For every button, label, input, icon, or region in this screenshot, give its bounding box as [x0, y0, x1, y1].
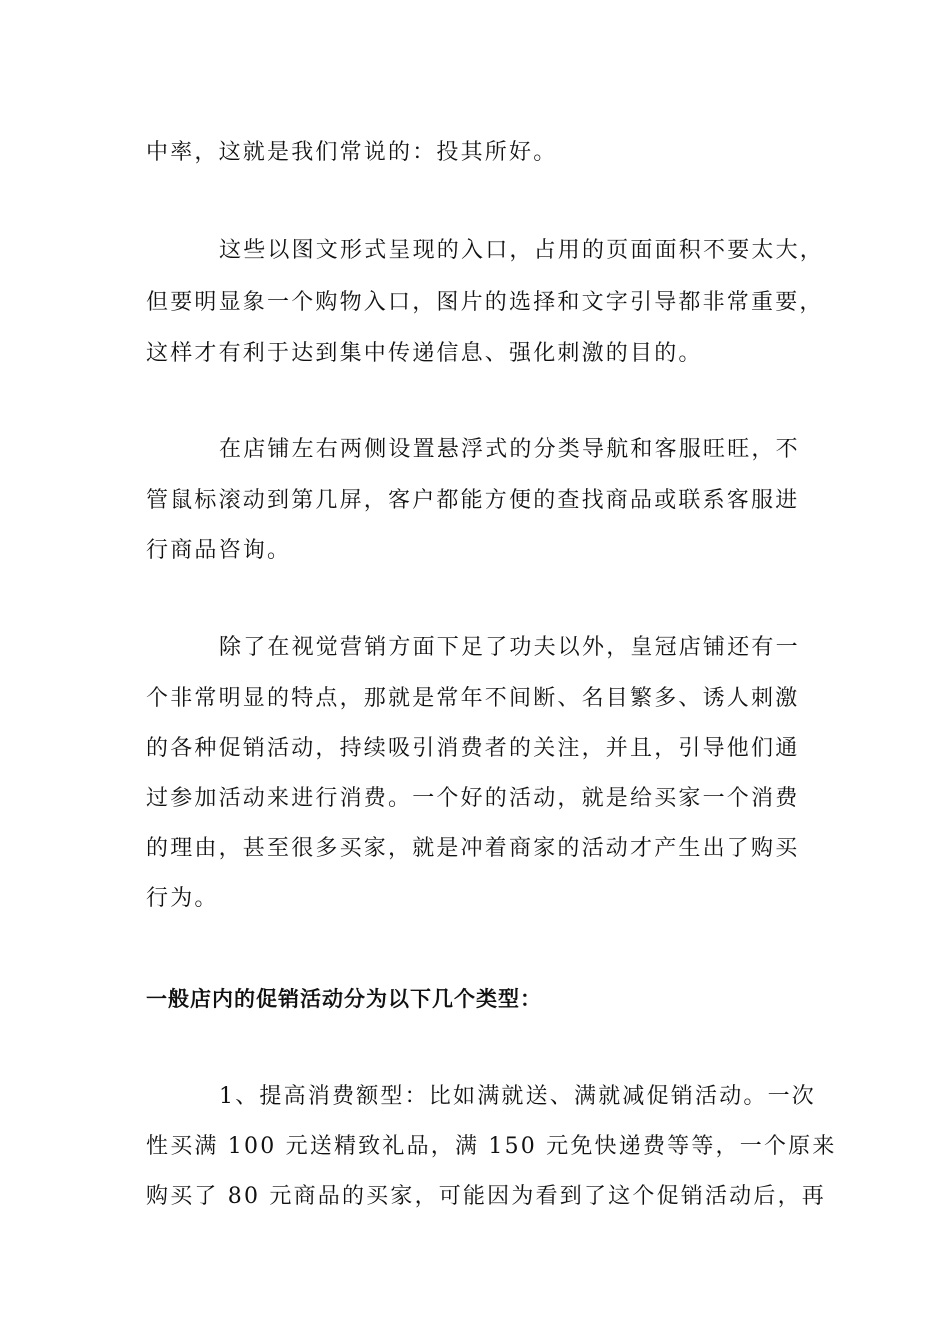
text-line: 在店铺左右两侧设置悬浮式的分类导航和客服旺旺，不: [219, 437, 800, 462]
text-line: 行商品咨询。: [146, 538, 292, 563]
text-line: 这样才有利于达到集中传递信息、强化刺激的目的。: [146, 341, 703, 366]
text-line: 管鼠标滚动到第几屏，客户都能方便的查找商品或联系客服进: [146, 488, 800, 513]
section-heading: 一般店内的促销活动分为以下几个类型：: [146, 987, 542, 1011]
text-line: 购买了 80 元商品的买家，可能因为看到了这个促销活动后，再: [146, 1184, 826, 1209]
text-line: 过参加活动来进行消费。一个好的活动，就是给买家一个消费: [146, 786, 800, 811]
text-line: 个非常明显的特点，那就是常年不间断、名目繁多、诱人刺激: [146, 686, 800, 711]
text-line: 的各种促销活动，持续吸引消费者的关注，并且，引导他们通: [146, 736, 800, 761]
text-line: 这些以图文形式呈现的入口，占用的页面面积不要太大，: [219, 238, 825, 263]
text-line: 1、提高消费额型：比如满就送、满就减促销活动。一次: [219, 1084, 816, 1109]
text-line: 除了在视觉营销方面下足了功夫以外，皇冠店铺还有一: [219, 635, 800, 660]
text-line: 行为。: [146, 886, 219, 911]
text-line: 的理由，甚至很多买家，就是冲着商家的活动才产生出了购买: [146, 836, 800, 861]
text-line: 中率，这就是我们常说的：投其所好。: [146, 140, 558, 165]
text-line: 性买满 100 元送精致礼品，满 150 元免快递费等等，一个原来: [146, 1134, 837, 1159]
text-line: 但要明显象一个购物入口，图片的选择和文字引导都非常重要，: [146, 290, 824, 315]
